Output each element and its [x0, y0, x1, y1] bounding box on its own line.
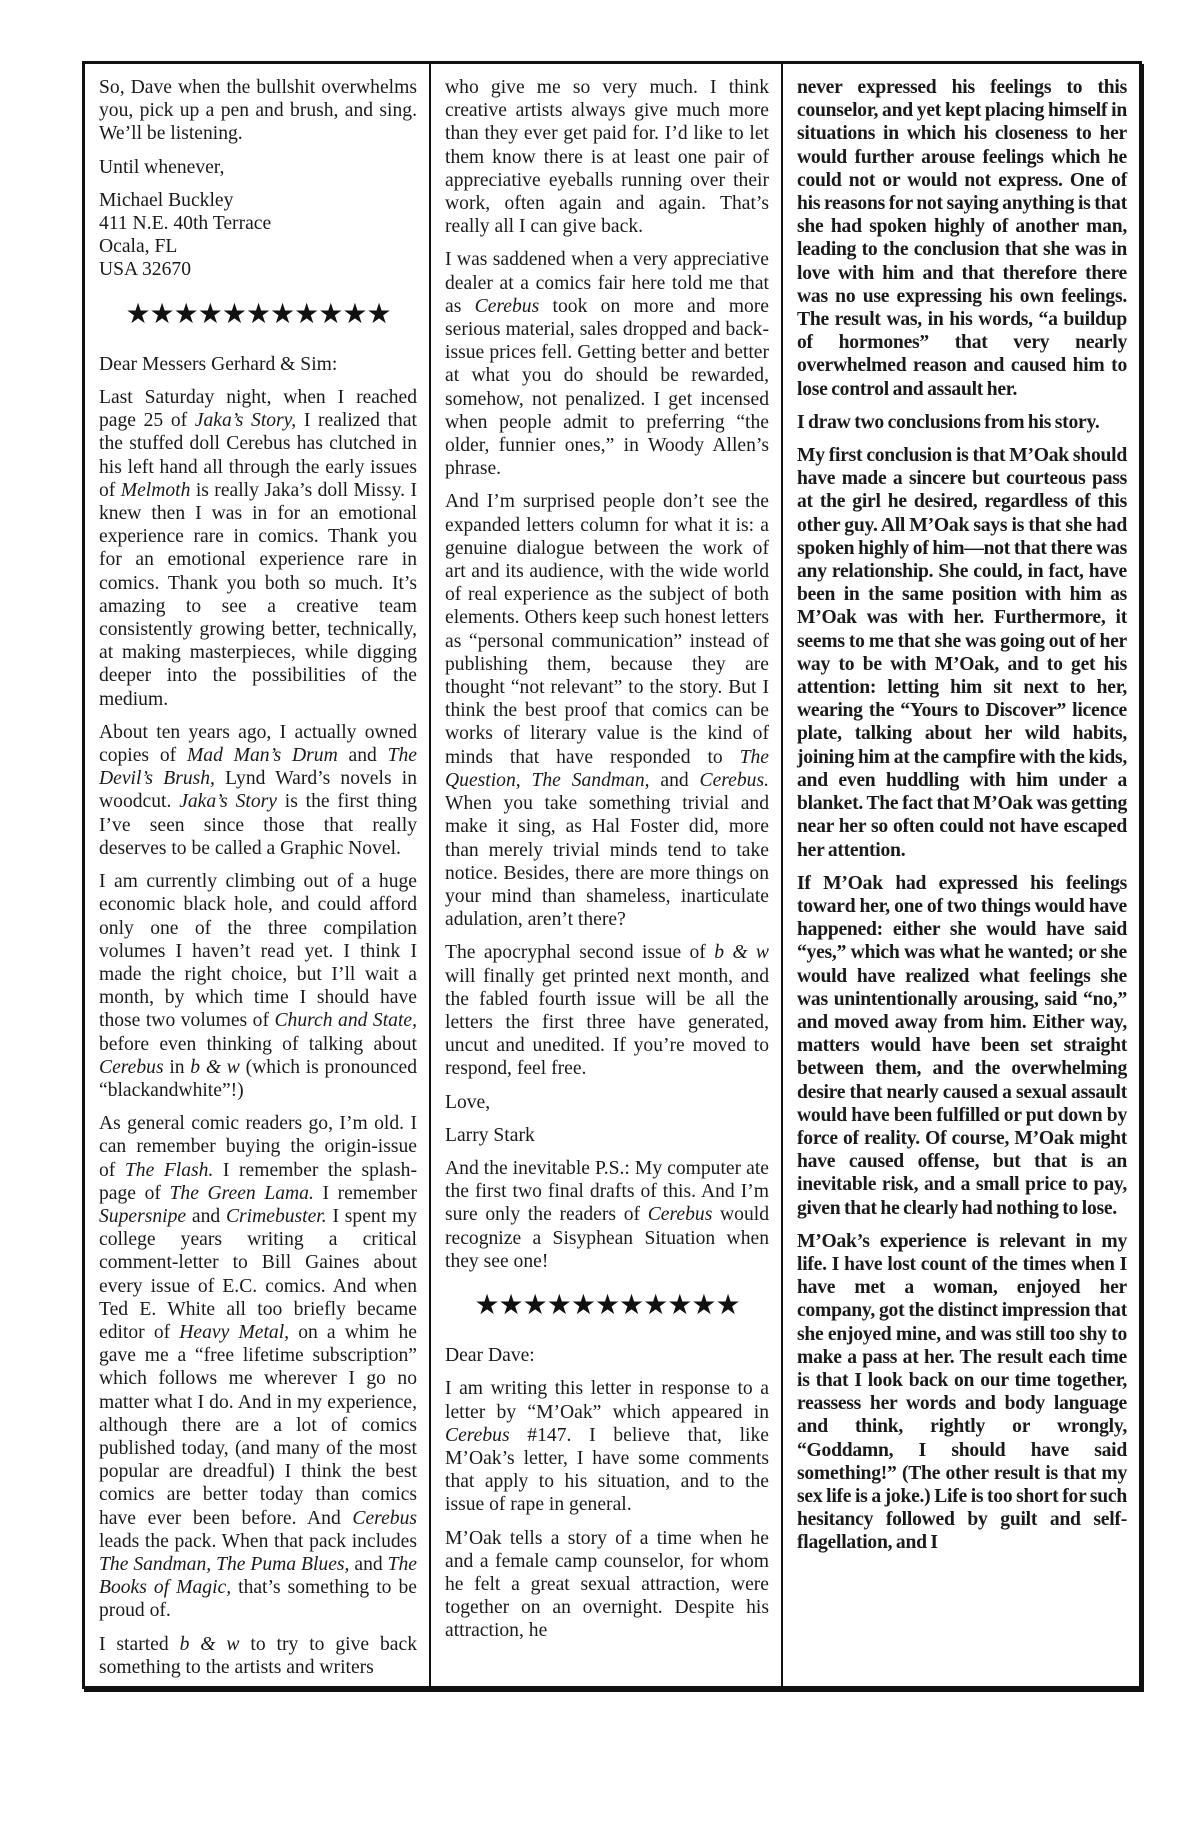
column-3: [783, 64, 1139, 1686]
postscript: And the inevitable P.S.: My computer ate the first two final drafts of this. And I’m sure only the readers of Cerebus would recognize a Sisyphean Situation when they see one!: [445, 1157, 769, 1272]
address-line: Michael Buckley: [99, 189, 234, 211]
paragraph: never expressed his feelings to this counselor, and yet kept placing himself in situations in which his closeness to her would further arouse feelings which he could not or would not express. One of his reasons for not saying anything is that she had spoken highly of another man, leading to the conclusion that she was in love with him and that therefore there was no use expressing his own feelings. The result was, in his words, “a buildup of hormones” that very nearly overwhelmed reason and caused him to lose control and assault her.: [797, 77, 1127, 400]
column-2: [431, 64, 783, 1686]
paragraph: As general comic readers go, I’m old. I can remember buying the origin-issue of The Flash. I remember the splash-page of The Green Lama. I remember Supersnipe and Crimebuster. I spent my college years writing a critical comment-letter to Bill Gaines about every issue of E.C. comics. And when Ted E. White all too briefly became editor of Heavy Metal, on a whim he gave me a “free lifetime subscription” which follows me wherever I go no matter what I do. And in my experience, although there are a lot of comics published today, (and many of the most popular are dreadful) I think the best comics are better today than comics have ever been before. And Cerebus leads the pack. When that pack includes The Sandman, The Puma Blues, and The Books of Magic, that’s something to be proud of.: [99, 1113, 417, 1622]
letter-closing: Until whenever,: [99, 156, 225, 178]
paragraph: About ten years ago, I actually owned copies of Mad Man’s Drum and The Devil’s Brush, Lynd Ward’s novels in woodcut. Jaka’s Story is the first thing I’ve seen since those that really deserves to be called a Graphic Novel.: [99, 721, 418, 859]
letter-salutation: Dear Dave:: [445, 1345, 535, 1367]
paragraph: The apocryphal second issue of b & w will finally get printed next month, and the fabled fourth issue will be all the letters the first three have generated, uncut and unedited. If you’re moved to respond, feel free.: [445, 942, 769, 1080]
address-line: Ocala, FL: [99, 236, 178, 258]
address-line: 411 N.E. 40th Terrace: [99, 213, 272, 235]
paragraph: I draw two conclusions from his story.: [797, 411, 1100, 433]
paragraph: I was saddened when a very appreciative dealer at a comics fair here told me that as Cerebus took on more and more serious material, sales dropped and back-issue prices fell. Getting better and better at what you do should be rewarded, somehow, not penalized. I get incensed when people admit to preferring “the older, funnier ones,” in Woody Allen’s phrase.: [445, 249, 769, 480]
paragraph: I am currently climbing out of a huge economic black hole, and could afford only one of the three compilation volumes I haven’t read yet. I think I made the right choice, but I’ll wait a month, by which time I should have those two volumes of Church and State, before even thinking of talking about Cerebus in b & w (which is pronounced “blackandwhite”!): [99, 871, 418, 1101]
paragraph: So, Dave when the bullshit overwhelms you, pick up a pen and brush, and sing. We’ll be listening.: [99, 77, 417, 145]
paragraph: who give me so very much. I think creative artists always give much more than they ever get paid for. I’d like to let them know there is at least one pair of appreciative eyeballs running over their work, often again and again. That’s really all I can give back.: [445, 77, 769, 238]
paragraph: My first conclusion is that M’Oak should have made a sincere but courteous pass at the girl he desired, regardless of this other guy. All M’Oak says is that she had spoken highly of him—not that there was any relationship. She could, in fact, have been in the same position with him as M’Oak was with her. Furthermore, it seems to me that she was going out of her way to be with M’Oak, and to get his attention: letting him sit next to her, wearing the “Yours to Discover” licence plate, talking about her wild habits, joining him at the campfire with the kids, and even huddling with him under a blanket. The fact that M’Oak was getting near her so often could not have escaped her attention.: [797, 445, 1127, 861]
paragraph: M’Oak tells a story of a time when he and a female camp counselor, for whom he felt a great sexual attraction, were together on an overnight. Despite his attraction, he: [445, 1527, 769, 1642]
paragraph: And I’m surprised people don’t see the expanded letters column for what it is: a genuine dialogue between the work of art and its audience, with the wide world of real experience as the subject of both elements. Others keep such honest letters as “personal communication” instead of publishing them, because they are thought “not relevant” to the story. But I think the best proof that comics can be works of literary value is the kind of minds that have responded to The Question, The Sandman, and Cerebus. When you take something trivial and make it sing, as Hal Foster did, more than merely trivial minds tend to take notice. Besides, there are more things on your mind than shameless, inarticulate adulation, aren’t there?: [445, 491, 769, 931]
letter-signature: Larry Stark: [445, 1124, 535, 1146]
column-1: [85, 64, 431, 1686]
paragraph: I am writing this letter in response to a letter by “M’Oak” which appeared in Cerebus #147. I believe that, like M’Oak’s letter, I have some comments that apply to his situation, and to the issue of rape in general.: [445, 1378, 769, 1516]
paragraph: M’Oak’s experience is relevant in my life. I have lost count of the times when I have met a woman, enjoyed her company, got the distinct impression that she enjoyed mine, and was still too shy to make a pass at her. The result each time is that I look back on our time together, reassess her words and body language and think, rightly or wrongly, “Goddamn, I should have said something!” (The other result is that my sex life is a joke.) Life is too short for such hesitancy followed by guilt and self-flagellation, and I: [797, 1230, 1127, 1554]
paragraph: Last Saturday night, when I reached page 25 of Jaka’s Story, I realized that the stuffed doll Cerebus has clutched in his left hand all through the early issues of Melmoth is really Jaka’s doll Missy. I knew then I was in for an emotional experience rare in comics. Thank you for an emotional experience rare in comics. Thank you both so much. It’s amazing to see a creative team consistently growing better, technically, at making masterpieces, while digging deeper into the possibilities of the medium.: [99, 387, 417, 710]
star-divider: ★★★★★★★★★★★: [474, 1287, 740, 1321]
paragraph: If M’Oak had expressed his feelings toward her, one of two things would have happened: either she would have said “yes,” which was what he wanted; or she would have realized what feelings she was unintentionally arousing, said “no,” and moved away from him. Either way, matters would have been set straight between them, and the overwhelming desire that nearly caused a sexual assault would have been fulfilled or put down by force of reality. Of course, M’Oak might have caused offense, but that is an inevitable risk, and a small price to pay, given that he clearly had nothing to lose.: [797, 872, 1127, 1219]
letter-salutation: Dear Messers Gerhard & Sim:: [99, 353, 338, 375]
letters-page-frame: [82, 61, 1142, 1689]
star-divider: ★★★★★★★★★★★: [125, 296, 391, 330]
letter-closing: Love,: [445, 1091, 491, 1113]
letter-signature-address: [99, 189, 417, 282]
paragraph: I started b & w to try to give back something to the artists and writers: [99, 1633, 417, 1678]
address-line: USA 32670: [99, 259, 191, 281]
